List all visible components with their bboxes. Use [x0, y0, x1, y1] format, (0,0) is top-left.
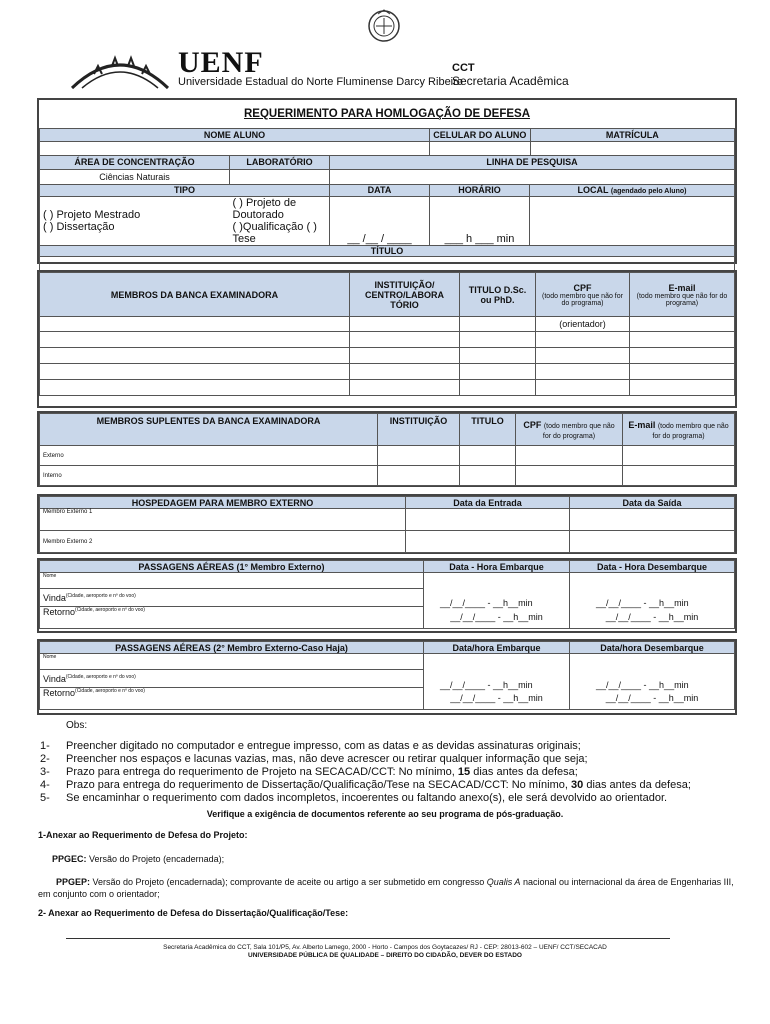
suplente-cell[interactable]	[516, 466, 623, 486]
local-header: LOCAL	[577, 185, 609, 195]
banca-row[interactable]	[40, 348, 350, 364]
obs-list	[40, 740, 691, 805]
item-text: dias antes da defesa;	[470, 766, 578, 778]
footer-divider	[66, 938, 670, 939]
passagens1-table	[39, 560, 735, 629]
banca-cell[interactable]	[536, 380, 630, 396]
linha-field[interactable]	[330, 169, 735, 184]
banca-table	[39, 272, 735, 396]
passagens2-retorno-label: Retorno	[43, 688, 76, 698]
banca-cell[interactable]	[350, 364, 460, 380]
option-qualificacao-tese[interactable]: ( )Qualificação ( ) Tese	[232, 220, 317, 245]
banca-cell[interactable]	[630, 348, 735, 364]
entrada-header: Data da Entrada	[406, 497, 570, 509]
banca-titulo-header: TITULO D.Sc. ou PhD.	[460, 273, 536, 317]
passagens1-vinda-label: Vinda	[43, 592, 66, 603]
list-item	[40, 792, 691, 805]
banca-members-header: MEMBROS DA BANCA EXAMINADORA	[40, 273, 350, 317]
list-item	[40, 766, 691, 779]
center-name: CCT	[452, 62, 475, 74]
horario-header: HORÁRIO	[430, 184, 530, 196]
item-text: Preencher digitado no computador e entregue impresso, com as datas e as devidas assinaturas originais;	[66, 740, 581, 752]
ppgep-text-a: Versão do Projeto (encadernada); comprovante de aceite ou artigo a ser submetido em congresso	[90, 877, 487, 887]
saida-field[interactable]	[570, 509, 735, 531]
banca-cell[interactable]	[630, 364, 735, 380]
anexo2-heading: 2- Anexar ao Requerimento de Defesa do Dissertação/Qualificação/Tese:	[38, 908, 349, 918]
suplentes-table	[39, 413, 735, 486]
suplente-cell[interactable]	[460, 466, 516, 486]
banca-cell[interactable]	[460, 348, 536, 364]
banca-instituicao-header: INSTITUIÇÃO/ CENTRO/LABORA TÓRIO	[350, 273, 460, 317]
banca-cpf-header: CPF	[573, 282, 592, 293]
option-projeto-doutorado[interactable]: ( ) Projeto de Doutorado	[232, 196, 297, 221]
ppgep-label: PPGEP:	[56, 877, 91, 887]
laboratorio-header: LABORATÓRIO	[230, 155, 330, 169]
linha-header: LINHA DE PESQUISA	[330, 155, 735, 169]
desembarque1-header: Data - Hora Desembarque	[570, 561, 735, 573]
footer-address: Secretaria Acadêmica do CCT, Sala 101/P5, Av. Alberto Lamego, 2000 - Horto - Campos dos Goytacazes/ RJ - CEP: 28013-602 – UENF/ CCT/SECACAD	[163, 944, 607, 951]
banca-row[interactable]	[40, 332, 350, 348]
banca-cell[interactable]	[536, 348, 630, 364]
department-name: Secretaria Acadêmica	[452, 74, 569, 88]
item-number: 5-	[40, 792, 50, 804]
suplentes-email-header: E-mail	[628, 419, 656, 430]
passagens2-vinda-label: Vinda	[43, 673, 66, 684]
desembarque2-header: Data/hora Desembarque	[570, 642, 735, 654]
membro-externo-1-label: Membro Externo 1	[40, 509, 406, 531]
banca-cell[interactable]	[630, 380, 735, 396]
banca-email-header: E-mail	[668, 282, 696, 293]
item-number: 1-	[40, 740, 50, 752]
item-text: Prazo para entrega do requerimento de Projeto na SECACAD/CCT: No mínimo,	[66, 766, 458, 778]
verify-note: Verifique a exigência de documentos referente ao seu programa de pós-graduação.	[206, 809, 564, 819]
banca-cell[interactable]	[460, 380, 536, 396]
obs-label: Obs:	[66, 720, 88, 731]
banca-cell[interactable]	[350, 348, 460, 364]
suplente-cell[interactable]	[623, 466, 735, 486]
banca-row[interactable]	[40, 380, 350, 396]
ppgec-text: Versão do Projeto (encadernada);	[86, 854, 225, 864]
option-projeto-mestrado[interactable]: ( ) Projeto Mestrado	[43, 208, 141, 221]
banca-cell[interactable]	[350, 317, 460, 332]
banca-cell[interactable]	[350, 332, 460, 348]
coat-of-arms-icon	[366, 8, 402, 44]
embarque1-header: Data - Hora Embarque	[424, 561, 570, 573]
passagens1-nome-label: Nome	[40, 573, 424, 589]
banca-cell[interactable]	[536, 364, 630, 380]
ppgep-italic: Qualis A	[486, 877, 521, 887]
suplente-externo-label: Externo	[40, 446, 378, 466]
passagens2-embarque-field[interactable]: __/__/____ - __h__min	[424, 688, 570, 710]
passagens1-header: PASSAGENS AÉREAS (1° Membro Externo)	[40, 561, 424, 573]
membro-externo-2-label: Membro Externo 2	[40, 531, 406, 553]
passagens2-vinda-embarque[interactable]: __/__/____ - __h__min	[440, 680, 533, 690]
nome-aluno-field[interactable]	[40, 141, 430, 155]
passagens1-vinda-desembarque[interactable]: __/__/____ - __h__min	[596, 598, 689, 608]
banca-cell[interactable]	[460, 332, 536, 348]
local-note: (agendado pelo Aluno)	[610, 188, 687, 195]
passagens1-retorno-note: (Cidade, aeroporto e nº do voo)	[75, 607, 145, 613]
university-name: Universidade Estadual do Norte Fluminense Darcy Ribeiro	[178, 76, 463, 88]
item-emphasis: 30	[571, 779, 584, 791]
passagens1-vinda-embarque[interactable]: __/__/____ - __h__min	[440, 598, 533, 608]
data-field[interactable]: __ /__ / ____	[330, 196, 430, 245]
list-item	[40, 740, 691, 753]
suplente-cell[interactable]	[378, 466, 460, 486]
suplentes-instituicao-header: INSTITUIÇÃO	[378, 414, 460, 446]
item-text: Se encaminhar o requerimento com dados incompletos, incoerentes ou faltando anexo(s), ele será devolvido ao orientador.	[66, 792, 668, 804]
suplentes-cpf-header: CPF	[523, 419, 542, 430]
ppgec-label: PPGEC:	[52, 854, 87, 864]
item-number: 2-	[40, 753, 50, 765]
banca-email-note: (todo membro que não for do programa)	[636, 292, 728, 307]
area-field[interactable]: Ciências Naturais	[40, 169, 230, 184]
saida-field[interactable]	[570, 531, 735, 553]
data-header: DATA	[330, 184, 430, 196]
matricula-field[interactable]	[530, 141, 734, 155]
passagens2-desembarque-field[interactable]: __/__/____ - __h__min	[570, 688, 735, 710]
local-field[interactable]	[530, 196, 735, 245]
celular-field[interactable]	[430, 141, 531, 155]
banca-cell[interactable]	[460, 364, 536, 380]
suplente-cell[interactable]	[623, 446, 735, 466]
nome-aluno-header: NOME ALUNO	[40, 128, 430, 141]
suplentes-titulo-header: TITULO	[460, 414, 516, 446]
passagens2-vinda-desembarque[interactable]: __/__/____ - __h__min	[596, 680, 689, 690]
entrada-field[interactable]	[406, 509, 570, 531]
ppgep-text-b: nacional ou internacional da área de Engenharias III, em conjunto com o orientador;	[38, 877, 734, 899]
uenf-logo-icon	[68, 48, 172, 90]
passagens1-retorno-label: Retorno	[43, 607, 76, 617]
item-number: 3-	[40, 766, 50, 778]
passagens2-vinda-note: (Cidade, aeroporto e nº do voo)	[65, 673, 136, 680]
item-text: Preencher nos espaços e lacunas vazias, mas, não deve acrescer ou retirar qualquer informação que seja;	[66, 753, 588, 765]
passagens2-table	[39, 641, 735, 710]
embarque2-header: Data/hora Embarque	[424, 642, 570, 654]
list-item	[40, 753, 691, 766]
list-item	[40, 779, 691, 792]
suplente-cell[interactable]	[378, 446, 460, 466]
matricula-header: MATRÍCULA	[530, 128, 734, 141]
banca-cell[interactable]	[630, 332, 735, 348]
suplentes-email-note: (todo membro que não for do programa)	[652, 422, 729, 440]
suplente-interno-label: Interno	[40, 466, 378, 486]
suplente-cell[interactable]	[460, 446, 516, 466]
banca-row[interactable]	[40, 317, 350, 332]
item-text: Prazo para entrega do requerimento de Dissertação/Qualificação/Tese na SECACAD/CCT: No mínimo,	[66, 779, 572, 791]
brand-title: UENF	[178, 46, 264, 79]
anexo1-heading: 1-Anexar ao Requerimento de Defesa do Projeto:	[38, 830, 248, 840]
tipo-header: TIPO	[40, 184, 330, 196]
titulo-header: TÍTULO	[40, 245, 735, 256]
area-header: ÁREA DE CONCENTRAÇÃO	[40, 155, 230, 169]
passagens2-retorno-note: (Cidade, aeroporto e nº do voo)	[75, 688, 145, 694]
banca-cell[interactable]	[630, 317, 735, 332]
horario-field[interactable]: ___ h ___ min	[430, 196, 530, 245]
suplentes-header: MEMBROS SUPLENTES DA BANCA EXAMINADORA	[40, 414, 378, 446]
form-title: REQUERIMENTO PARA HOMLOGAÇÃO DE DEFESA	[243, 107, 531, 120]
item-emphasis: 15	[457, 766, 471, 778]
banca-cell[interactable]	[460, 317, 536, 332]
hospedagem-table	[39, 496, 735, 553]
banca-cpf-note: (todo membro que não for do programa)	[542, 292, 623, 307]
banca-row[interactable]	[40, 364, 350, 380]
request-form	[39, 100, 735, 285]
item-text: dias antes da defesa;	[583, 779, 691, 791]
suplente-cell[interactable]	[516, 446, 623, 466]
entrada-field[interactable]	[406, 531, 570, 553]
item-number: 4-	[40, 779, 50, 791]
saida-header: Data da Saída	[570, 497, 735, 509]
passagens1-embarque-field[interactable]: __/__/____ - __h__min	[424, 607, 570, 629]
banca-cell[interactable]	[350, 380, 460, 396]
orientador-label: (orientador)	[536, 317, 630, 332]
banca-cell[interactable]	[536, 332, 630, 348]
option-dissertacao[interactable]: ( ) Dissertação	[43, 220, 115, 233]
passagens1-vinda-note: (Cidade, aeroporto e nº do voo)	[65, 592, 136, 599]
passagens2-header: PASSAGENS AÉREAS (2° Membro Externo-Caso Haja)	[40, 642, 424, 654]
laboratorio-field[interactable]	[230, 169, 330, 184]
footer-motto: UNIVERSIDADE PÚBLICA DE QUALIDADE – DIREITO DO CIDADÃO, DEVER DO ESTADO	[248, 952, 522, 959]
celular-header: CELULAR DO ALUNO	[430, 128, 531, 141]
suplentes-cpf-note: (todo membro que não for do programa)	[542, 422, 615, 440]
hospedagem-header: HOSPEDAGEM PARA MEMBRO EXTERNO	[40, 497, 406, 509]
passagens1-desembarque-field[interactable]: __/__/____ - __h__min	[570, 607, 735, 629]
passagens2-nome-label: Nome	[40, 654, 424, 670]
